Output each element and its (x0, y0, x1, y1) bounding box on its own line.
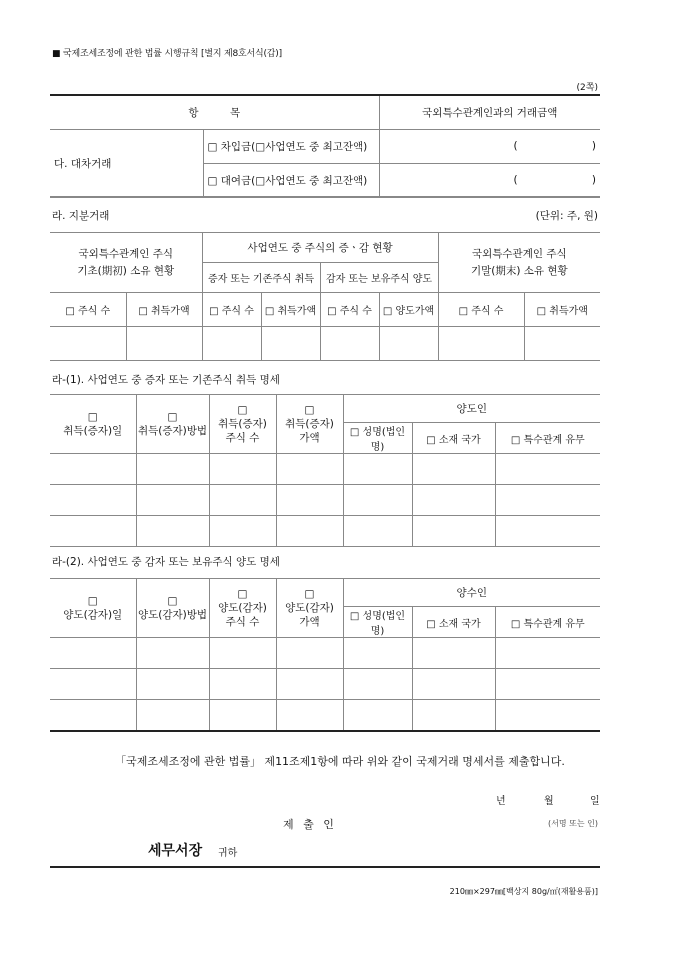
signature-note: (서명 또는 인) (548, 819, 598, 828)
input-cell[interactable] (50, 700, 136, 731)
transferor-country-header: □ 소재 국가 (412, 423, 495, 454)
borrowing-label: □ 차입금(□사업연도 중 최고잔액) (203, 129, 379, 163)
borrowing-amount[interactable] (379, 129, 600, 163)
year-label: 년 (496, 796, 506, 807)
input-cell[interactable] (209, 516, 276, 547)
transfer-value-header: □ 양도(감자) 가액 (276, 579, 343, 638)
input-cell[interactable] (343, 700, 412, 731)
start-acq-value: □ 취득가액 (126, 293, 202, 327)
input-cell[interactable] (343, 516, 412, 547)
transferor-name-header: □ 성명(법인명) (343, 423, 412, 454)
start-share-count: □ 주식 수 (50, 293, 126, 327)
loan-transaction-table (50, 94, 600, 198)
input-cell[interactable] (261, 327, 320, 361)
input-cell[interactable] (524, 327, 600, 361)
input-cell[interactable] (136, 516, 209, 547)
transferee-header: 양수인 (343, 579, 600, 607)
unit-label: (단위: 주, 원) (535, 210, 598, 222)
input-cell[interactable] (276, 700, 343, 731)
input-cell[interactable] (495, 700, 600, 731)
input-cell[interactable] (50, 669, 136, 700)
input-cell[interactable] (136, 700, 209, 731)
input-cell[interactable] (209, 700, 276, 731)
input-cell[interactable] (495, 669, 600, 700)
input-cell[interactable] (50, 454, 136, 485)
tax-office-label: 세무서장 (148, 843, 203, 859)
end-holding-header: 국외특수관계인 주식 기말(期末) 소유 현황 (438, 233, 600, 293)
increase-detail-title: 라-(1). 사업연도 중 증자 또는 기존주식 취득 명세 (52, 374, 280, 386)
inc-share-count: □ 주식 수 (202, 293, 261, 327)
inc-acq-value: □ 취득가액 (261, 293, 320, 327)
input-cell[interactable] (276, 516, 343, 547)
input-cell[interactable] (50, 485, 136, 516)
input-cell[interactable] (343, 638, 412, 669)
paper-spec: 210㎜×297㎜[백상지 80g/㎡(재활용품)] (449, 887, 598, 896)
input-cell[interactable] (136, 454, 209, 485)
col-item-header: 항 목 (50, 95, 379, 129)
input-cell[interactable] (495, 516, 600, 547)
input-cell[interactable] (379, 327, 438, 361)
form-title: ■ 국제조세조정에 관한 법률 시행규칙 [별지 제8호서식(갑)] (52, 49, 282, 59)
input-cell[interactable] (343, 485, 412, 516)
acq-method-header: □ 취득(증자)방법 (136, 395, 209, 454)
input-cell[interactable] (276, 485, 343, 516)
acq-date-header: □ 취득(증자)일 (50, 395, 136, 454)
dec-transfer-value: □ 양도가액 (379, 293, 438, 327)
input-cell[interactable] (495, 454, 600, 485)
input-cell[interactable] (343, 669, 412, 700)
change-header: 사업연도 중 주식의 증ㆍ감 현황 (202, 233, 438, 263)
input-cell[interactable] (126, 327, 202, 361)
end-acq-value: □ 취득가액 (524, 293, 600, 327)
input-cell[interactable] (50, 638, 136, 669)
declaration-text: 「국제조세조정에 관한 법률」 제11조제1항에 따라 위와 같이 국제거래 명세서를 제출합니다. (115, 755, 565, 768)
acq-shares-header: □ 취득(증자) 주식 수 (209, 395, 276, 454)
input-cell[interactable] (438, 327, 524, 361)
submitter-label: 제 출 인 (283, 818, 337, 831)
decrease-detail-table (50, 578, 600, 732)
equity-section-title: 라. 지분거래 (52, 210, 110, 222)
page-number: (2쪽) (576, 83, 598, 93)
transferee-country-header: □ 소재 국가 (412, 607, 495, 638)
input-cell[interactable] (136, 669, 209, 700)
input-cell[interactable] (276, 454, 343, 485)
input-cell[interactable] (412, 516, 495, 547)
input-cell[interactable] (50, 327, 126, 361)
input-cell[interactable] (495, 638, 600, 669)
increase-header: 증자 또는 기존주식 취득 (202, 263, 320, 293)
input-cell[interactable] (209, 485, 276, 516)
dec-share-count: □ 주식 수 (320, 293, 379, 327)
input-cell[interactable] (320, 327, 379, 361)
transferee-name-header: □ 성명(법인명) (343, 607, 412, 638)
day-label: 일 (590, 796, 600, 807)
transferor-header: 양도인 (343, 395, 600, 423)
end-share-count: □ 주식 수 (438, 293, 524, 327)
decrease-header: 감자 또는 보유주식 양도 (320, 263, 438, 293)
start-holding-header: 국외특수관계인 주식 기초(期初) 소유 현황 (50, 233, 202, 293)
decrease-detail-title: 라-(2). 사업연도 중 감자 또는 보유주식 양도 명세 (52, 556, 280, 568)
input-cell[interactable] (276, 638, 343, 669)
input-cell[interactable] (136, 638, 209, 669)
input-cell[interactable] (412, 638, 495, 669)
addressee-suffix: 귀하 (218, 848, 238, 859)
increase-detail-table (50, 394, 600, 547)
transfer-shares-header: □ 양도(감자) 주식 수 (209, 579, 276, 638)
lending-amount[interactable] (379, 163, 600, 197)
col-amount-header: 국외특수관계인과의 거래금액 (379, 95, 600, 129)
acq-value-header: □ 취득(증자) 가액 (276, 395, 343, 454)
paren-open: ( (513, 173, 518, 186)
input-cell[interactable] (202, 327, 261, 361)
input-cell[interactable] (209, 638, 276, 669)
transfer-date-header: □ 양도(감자)일 (50, 579, 136, 638)
input-cell[interactable] (209, 669, 276, 700)
input-cell[interactable] (50, 516, 136, 547)
input-cell[interactable] (495, 485, 600, 516)
input-cell[interactable] (412, 454, 495, 485)
input-cell[interactable] (412, 700, 495, 731)
input-cell[interactable] (209, 454, 276, 485)
input-cell[interactable] (412, 485, 495, 516)
transferor-relation-header: □ 특수관계 유무 (495, 423, 600, 454)
transfer-method-header: □ 양도(감자)방법 (136, 579, 209, 638)
input-cell[interactable] (343, 454, 412, 485)
lending-label: □ 대여금(□사업연도 중 최고잔액) (203, 163, 379, 197)
transferee-relation-header: □ 특수관계 유무 (495, 607, 600, 638)
input-cell[interactable] (136, 485, 209, 516)
paren-close: ) (591, 139, 597, 152)
loan-row-label: 다. 대차거래 (50, 129, 203, 197)
equity-table (50, 232, 600, 361)
month-label: 월 (544, 796, 554, 807)
input-cell[interactable] (276, 669, 343, 700)
paren-open: ( (513, 139, 518, 152)
paren-close: ) (591, 173, 597, 186)
input-cell[interactable] (412, 669, 495, 700)
footer-divider (50, 866, 600, 868)
